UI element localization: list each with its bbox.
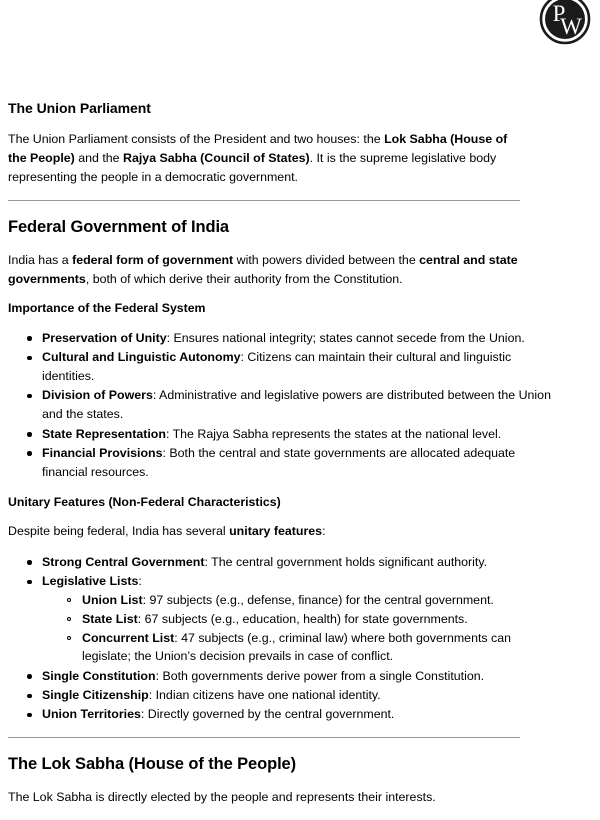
text-fragment: India has a <box>8 252 73 267</box>
section-divider-2 <box>8 737 520 738</box>
list-item-desc: : Both governments derive power from a single Constitution. <box>155 668 485 683</box>
list-item-desc: : Both the central and state governments are allocated adequate financial resources. <box>42 445 516 479</box>
section-divider-1 <box>8 200 520 201</box>
paragraph-unitary-intro <box>8 522 520 541</box>
svg-text:W: W <box>560 14 582 39</box>
list-item <box>42 553 562 572</box>
text-fragment: Despite being federal, India has several <box>8 523 230 538</box>
list-item-desc: : The Rajya Sabha represents the states at the national level. <box>165 426 502 441</box>
list-item <box>42 444 562 482</box>
list-item <box>42 572 562 666</box>
sub-list-item-term: Concurrent List <box>82 630 175 645</box>
list-importance-federal-system <box>8 329 562 482</box>
list-item-term: Single Constitution <box>42 668 156 683</box>
list-unitary-features <box>8 553 562 725</box>
text-fragment: and the <box>74 150 124 165</box>
paragraph-lok-sabha: The Lok Sabha is directly elected by the people and represents their interests. <box>8 790 436 805</box>
list-item-desc: : <box>138 574 142 589</box>
sub-list-item <box>82 591 562 610</box>
text-fragment: : <box>322 523 326 538</box>
text-bold-federal-form: federal form of government <box>72 252 234 267</box>
paragraph-federal-government <box>8 251 520 289</box>
list-item-term: Strong Central Government <box>42 554 205 569</box>
list-item-desc: : Citizens can maintain their cultural and linguistic identities. <box>42 350 512 383</box>
text-bold-rajya-sabha: Rajya Sabha (Council of States) <box>123 150 310 165</box>
text-bold-central-state: central and state governments <box>8 252 518 286</box>
list-item-term: Financial Provisions <box>42 445 163 460</box>
heading-union-parliament: The Union Parliament <box>8 100 151 116</box>
sub-list-item <box>82 610 562 629</box>
text-fragment: . It is the supreme legislative body representing the people in a democratic government. <box>8 150 497 184</box>
list-item <box>42 667 562 686</box>
list-item-term: Union Territories <box>42 707 141 722</box>
header-spacer <box>8 0 600 100</box>
list-item-term: Legislative Lists <box>42 574 139 589</box>
sub-list-item-desc: : 97 subjects (e.g., defense, finance) for the central government. <box>142 592 494 607</box>
list-legislative-lists <box>42 591 562 666</box>
list-item-term: Preservation of Unity <box>42 330 167 345</box>
paragraph-union-parliament <box>8 130 520 187</box>
list-item <box>42 686 562 705</box>
list-item-term: Single Citizenship <box>42 688 149 703</box>
list-item <box>42 705 562 724</box>
list-item-term: Division of Powers <box>42 388 153 403</box>
list-item <box>42 425 562 444</box>
sub-list-item-desc: : 47 subjects (e.g., criminal law) where both governments can legislate; the Union’s decision prevails in case of conflict. <box>82 630 512 664</box>
heading-federal-government: Federal Government of India <box>8 217 230 236</box>
text-fragment: with powers divided between the <box>233 252 420 267</box>
list-item-desc: : The central government holds significant authority. <box>204 554 488 569</box>
text-fragment: , both of which derive their authority from the Constitution. <box>85 271 403 286</box>
list-item-desc: : Indian citizens have one national identity. <box>148 688 381 703</box>
list-item-desc: : Ensures national integrity; states cannot secede from the Union. <box>166 330 525 345</box>
list-item-term: Cultural and Linguistic Autonomy <box>42 350 241 365</box>
subheading-importance-federal-system: Importance of the Federal System <box>8 301 206 316</box>
list-item <box>42 386 562 424</box>
list-item-term: State Representation <box>42 426 166 441</box>
text-fragment: The Union Parliament consists of the President and two houses: the <box>8 132 385 147</box>
sub-list-item <box>82 629 562 667</box>
text-bold-unitary-features: unitary features <box>229 523 323 538</box>
sub-list-item-term: State List <box>82 611 138 626</box>
subheading-unitary-features: Unitary Features (Non-Federal Characteristics) <box>8 494 281 509</box>
list-item-desc: : Administrative and legislative powers are distributed between the Union and the states. <box>42 388 551 422</box>
list-item <box>42 329 562 348</box>
heading-lok-sabha: The Lok Sabha (House of the People) <box>8 755 297 774</box>
text-bold-lok-sabha: Lok Sabha (House of the People) <box>8 132 508 165</box>
sub-list-item-term: Union List <box>82 592 143 607</box>
sub-list-item-desc: : 67 subjects (e.g., education, health) for state governments. <box>137 611 468 626</box>
list-item <box>42 348 562 386</box>
svg-text:P: P <box>552 1 566 26</box>
list-item-desc: : Directly governed by the central government. <box>140 707 395 722</box>
